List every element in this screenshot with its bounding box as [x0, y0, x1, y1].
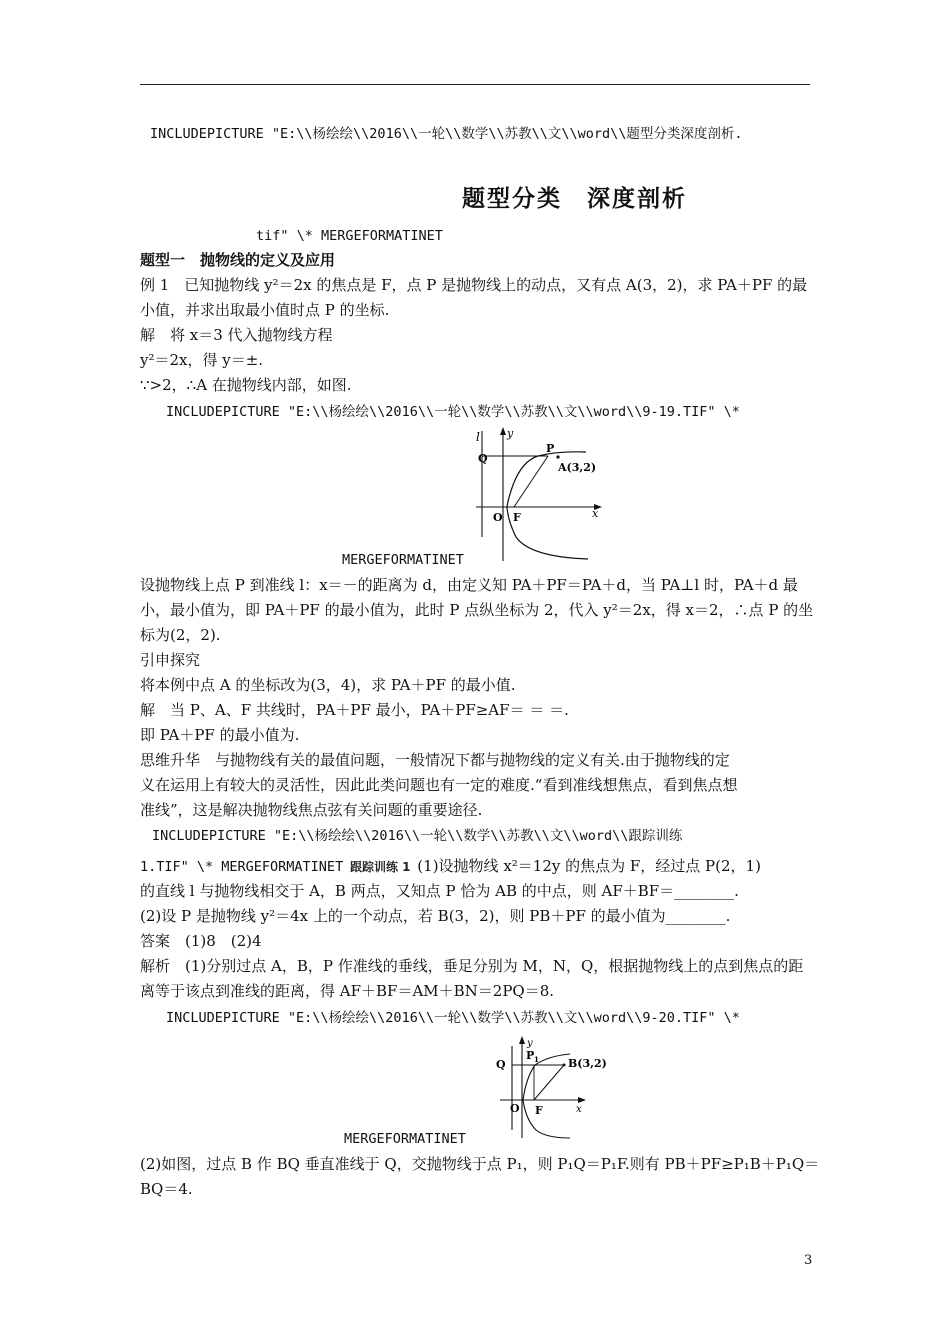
- merge-figure-1: MERGEFORMATINET: [342, 552, 464, 568]
- label-A: A(3,2): [558, 461, 597, 474]
- example-text-2: 小值，并求出取最小值时点 P 的坐标.: [140, 301, 390, 319]
- track-question-line: [140, 856, 761, 877]
- solution-line-4: 设抛物线上点 P 到准线 l：x＝－的距离为 d，由定义知 PA＋PF＝PA＋d，当 PA⊥l 时，PA＋d 最: [140, 576, 798, 594]
- page-number: 3: [804, 1253, 813, 1268]
- label-F: F: [535, 1104, 543, 1117]
- figure-2-parabola: [490, 1034, 610, 1140]
- y-axis-arrow: [519, 1036, 525, 1044]
- thinking-line-3: 准线”，这是解决抛物线焦点弦有关问题的重要途径.: [140, 801, 483, 819]
- track-badge: 跟踪训练 1: [349, 860, 411, 874]
- label-P: P: [546, 442, 555, 455]
- extension-line-1: 将本例中点 A 的坐标改为(3，4)，求 PA＋PF 的最小值.: [140, 676, 516, 694]
- extension-heading: 引申探究: [140, 651, 201, 669]
- track-merge-text: 1.TIF" \* MERGEFORMATINET: [140, 859, 344, 875]
- solution-line-6: 标为(2，2).: [140, 626, 221, 644]
- solution-line-3: ∵>2，∴A 在抛物线内部，如图.: [140, 376, 352, 394]
- solution-line-2: y²＝2x，得 y＝±.: [140, 351, 264, 369]
- merge-figure-2: MERGEFORMATINET: [344, 1131, 466, 1147]
- solution-line-1: 解 将 x＝3 代入抛物线方程: [140, 326, 333, 344]
- analysis-line-3: (2)如图，过点 B 作 BQ 垂直准线于 Q，交抛物线于点 P₁，则 P₁Q＝P₁F.则有 PB＋PF≥P₁B＋P₁Q＝: [140, 1155, 820, 1173]
- label-Q: Q: [496, 1058, 506, 1071]
- point-A: [556, 455, 559, 458]
- thinking-line-1: 思维升华 与抛物线有关的最值问题，一般情况下都与抛物线的定义有关.由于抛物线的定: [140, 751, 730, 769]
- page-title: 题型分类 深度剖析: [462, 186, 687, 212]
- example-text-1: 例 1 已知抛物线 y²＝2x 的焦点是 F，点 P 是抛物线上的动点，又有点 A(3，2)，求 PA＋PF 的最: [140, 276, 808, 294]
- thinking-line-2: 义在运用上有较大的灵活性，因此此类问题也有一定的难度.“看到准线想焦点，看到焦点想: [140, 776, 738, 794]
- extension-line-3: 即 PA＋PF 的最小值为.: [140, 726, 300, 744]
- label-x: x: [576, 1104, 582, 1115]
- extension-line-2: 解 当 P、A、F 共线时，PA＋PF 最小，PA＋PF≥AF＝ ＝ ＝.: [140, 701, 569, 719]
- label-l: l: [476, 430, 480, 444]
- label-F: F: [513, 511, 521, 524]
- label-O: O: [493, 511, 503, 524]
- label-x: x: [592, 507, 599, 520]
- y-axis-arrow: [500, 427, 506, 435]
- label-y: y: [507, 427, 514, 440]
- track-question-1a: (1)设抛物线 x²＝12y 的焦点为 F，经过点 P(2，1): [417, 857, 761, 875]
- analysis-line-2: 离等于该点到准线的距离，得 AF＋BF＝AM＋BN＝2PQ＝8.: [140, 982, 555, 1000]
- track-question-2: (2)设 P 是抛物线 y²＝4x 上的一个动点，若 B(3，2)，则 PB＋PF 的最小值为________.: [140, 907, 731, 925]
- include-figure-1: INCLUDEPICTURE "E:\\杨绘绘\\2016\\一轮\\数学\\苏教\\文\\word\\9-19.TIF" \*: [166, 404, 740, 420]
- solution-line-5: 小，最小值为，即 PA＋PF 的最小值为，此时 P 点纵坐标为 2，代入 y²＝2x，得 x＝2，∴点 P 的坐: [140, 601, 814, 619]
- point-B: [563, 1064, 566, 1067]
- include-title-line: INCLUDEPICTURE "E:\\杨绘绘\\2016\\一轮\\数学\\苏教\\文\\word\\题型分类深度剖析.: [150, 126, 743, 142]
- label-y: y: [527, 1038, 533, 1049]
- x-axis-arrow: [578, 1097, 586, 1103]
- section-heading: 题型一 抛物线的定义及应用: [140, 251, 336, 269]
- segment-PF: [514, 456, 548, 507]
- track-question-1b: 的直线 l 与抛物线相交于 A，B 两点，又知点 P 恰为 AB 的中点，则 AF＋BF＝________.: [140, 882, 739, 900]
- merge-title-line: tif" \* MERGEFORMATINET: [256, 228, 443, 244]
- analysis-line-4: BQ＝4.: [140, 1180, 193, 1198]
- answer-line: 答案 (1)8 (2)4: [140, 932, 262, 950]
- label-O: O: [510, 1102, 520, 1115]
- include-track: INCLUDEPICTURE "E:\\杨绘绘\\2016\\一轮\\数学\\苏教\\文\\word\\跟踪训练: [152, 828, 683, 844]
- label-Q: Q: [478, 452, 488, 465]
- segment-BF: [534, 1065, 564, 1100]
- label-P1-subscript: 1: [534, 1055, 539, 1064]
- analysis-line-1: 解析 (1)分别过点 A，B，P 作准线的垂线，垂足分别为 M，N，Q，根据抛物线上的点到焦点的距: [140, 957, 804, 975]
- figure-1-parabola: [470, 425, 610, 565]
- label-B: B(3,2): [568, 1057, 607, 1070]
- header-rule: [140, 84, 810, 85]
- include-figure-2: INCLUDEPICTURE "E:\\杨绘绘\\2016\\一轮\\数学\\苏教\\文\\word\\9-20.TIF" \*: [166, 1010, 740, 1026]
- label-P1: P: [526, 1049, 535, 1062]
